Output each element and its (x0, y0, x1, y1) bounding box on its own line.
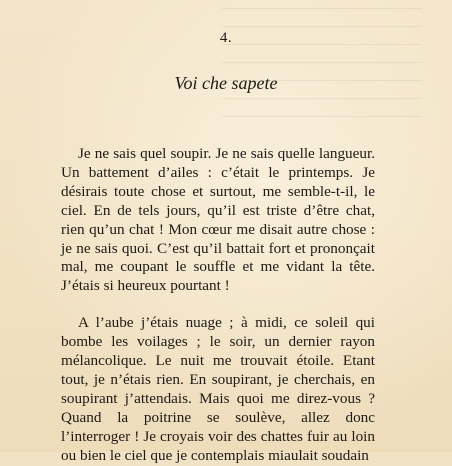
show-through-text (222, 8, 422, 128)
paragraph-1: Je ne sais quel soupir. Je ne sais quelle langueur. Un battement d’ailes : c’était le printemps. Je désirais toute chose et surtout, me semble-t-il, le ciel. En de tels jours, qu’il est triste d’être chat, rien qu’un chat ! Mon cœur me disait autre chose : je ne sais quoi. C’est qu’il battait fort et prononçait mal, me coupant le souffle et me vidant la tête. J’étais si heureux pourtant ! (61, 145, 375, 295)
chapter-title: Voi che sapete (174, 73, 278, 93)
chapter-number: 4. (219, 30, 233, 46)
chapter-body (61, 145, 375, 466)
paragraph-2: A l’aube j’étais nuage ; à midi, ce soleil qui bombe les voilages ; le soir, un dernier rayon mélancolique. Le nuit me trouvait étoile. Etant tout, je n’étais rien. En soupirant, je cherchais, en soupirant j’attendais. Mais quoi me direz-vous ? Quand la poitrine se soulève, allez donc l’interroger ! Je croyais voir des chattes fuir au loin ou bien le ciel que je contemplais miaulait soudain (61, 314, 375, 464)
